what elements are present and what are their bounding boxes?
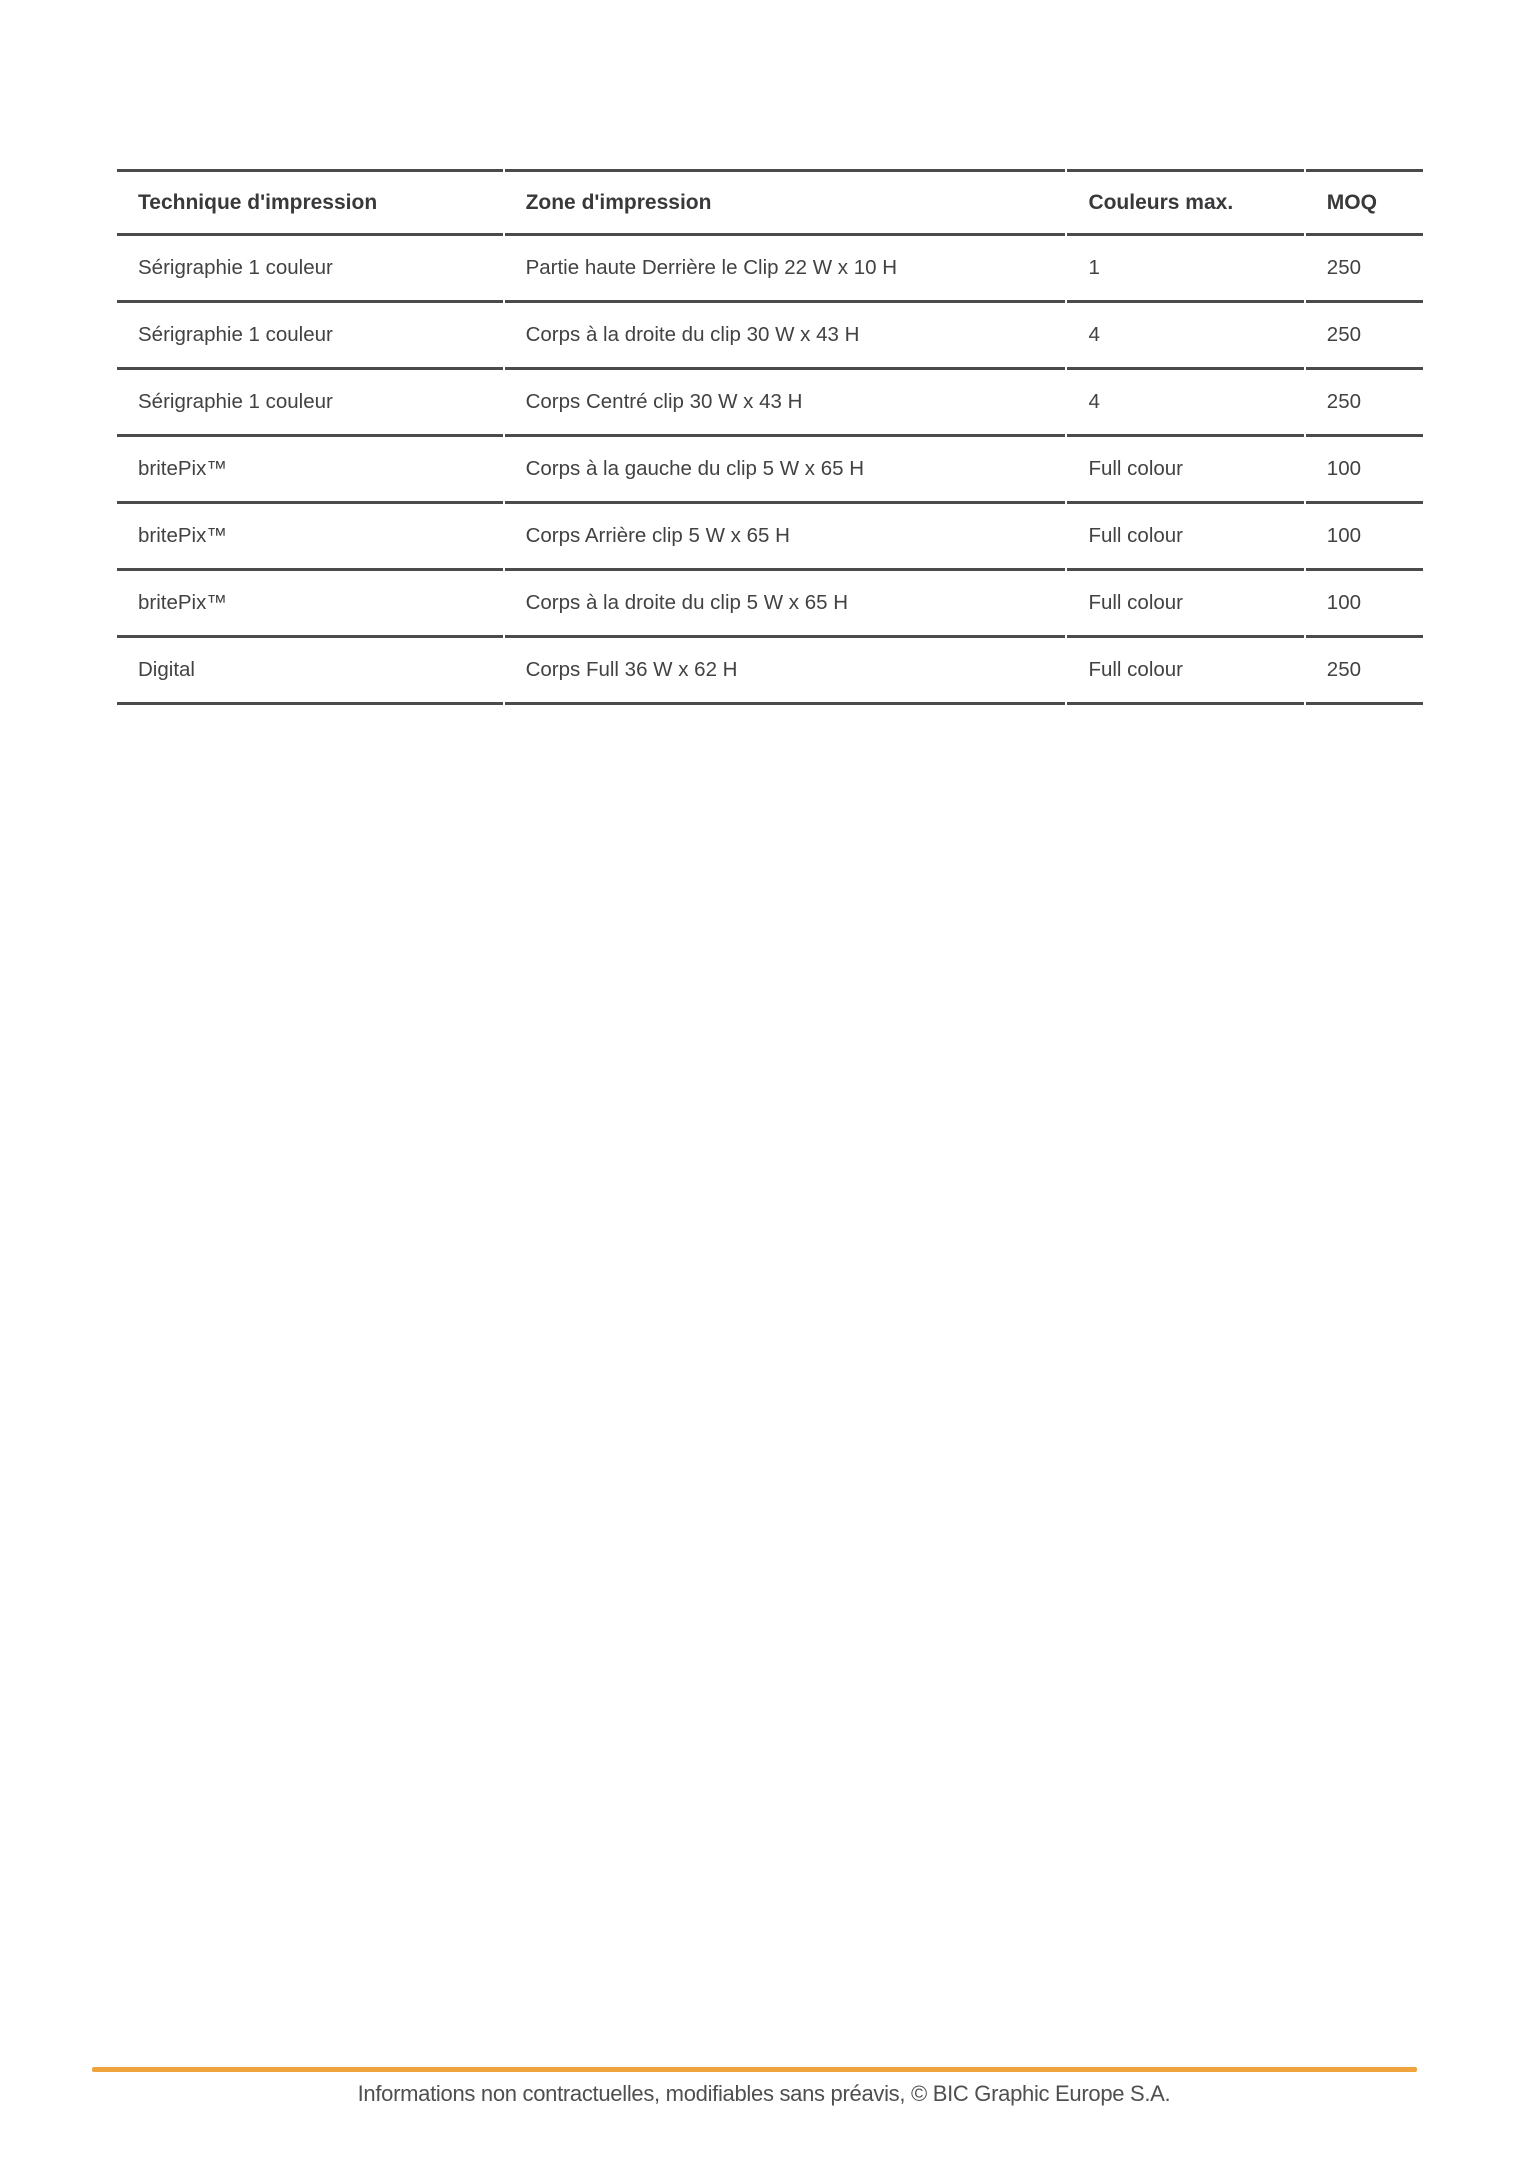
cell-zone: Corps à la droite du clip 30 W x 43 H [505, 303, 1066, 370]
cell-moq: 250 [1306, 370, 1423, 437]
cell-moq: 100 [1306, 437, 1423, 504]
cell-moq: 100 [1306, 504, 1423, 571]
cell-technique: britePix™ [117, 504, 503, 571]
cell-couleurs: 4 [1067, 370, 1303, 437]
header-technique: Technique d'impression [117, 169, 503, 236]
header-zone: Zone d'impression [505, 169, 1066, 236]
table-header-row [117, 169, 1423, 236]
table-row [117, 571, 1423, 638]
cell-technique: britePix™ [117, 437, 503, 504]
table-row [117, 638, 1423, 705]
cell-zone: Corps Full 36 W x 62 H [505, 638, 1066, 705]
cell-technique: Digital [117, 638, 503, 705]
cell-zone: Partie haute Derrière le Clip 22 W x 10 H [505, 236, 1066, 303]
header-moq: MOQ [1306, 169, 1423, 236]
print-spec-table [115, 169, 1425, 705]
cell-couleurs: 4 [1067, 303, 1303, 370]
table-row [117, 303, 1423, 370]
cell-zone: Corps Centré clip 30 W x 43 H [505, 370, 1066, 437]
cell-technique: Sérigraphie 1 couleur [117, 236, 503, 303]
cell-moq: 250 [1306, 236, 1423, 303]
cell-technique: britePix™ [117, 571, 503, 638]
cell-moq: 250 [1306, 303, 1423, 370]
cell-couleurs: Full colour [1067, 437, 1303, 504]
cell-moq: 100 [1306, 571, 1423, 638]
table-row [117, 370, 1423, 437]
header-couleurs-max: Couleurs max. [1067, 169, 1303, 236]
cell-zone: Corps Arrière clip 5 W x 65 H [505, 504, 1066, 571]
cell-technique: Sérigraphie 1 couleur [117, 303, 503, 370]
cell-zone: Corps à la gauche du clip 5 W x 65 H [505, 437, 1066, 504]
cell-moq: 250 [1306, 638, 1423, 705]
cell-zone: Corps à la droite du clip 5 W x 65 H [505, 571, 1066, 638]
table-row [117, 504, 1423, 571]
cell-couleurs: 1 [1067, 236, 1303, 303]
table-row [117, 437, 1423, 504]
footer-disclaimer: Informations non contractuelles, modifiables sans préavis, © BIC Graphic Europe S.A. [357, 2081, 1171, 2106]
footer-accent-rule [92, 2067, 1417, 2072]
cell-technique: Sérigraphie 1 couleur [117, 370, 503, 437]
cell-couleurs: Full colour [1067, 571, 1303, 638]
cell-couleurs: Full colour [1067, 504, 1303, 571]
table-row [117, 236, 1423, 303]
cell-couleurs: Full colour [1067, 638, 1303, 705]
